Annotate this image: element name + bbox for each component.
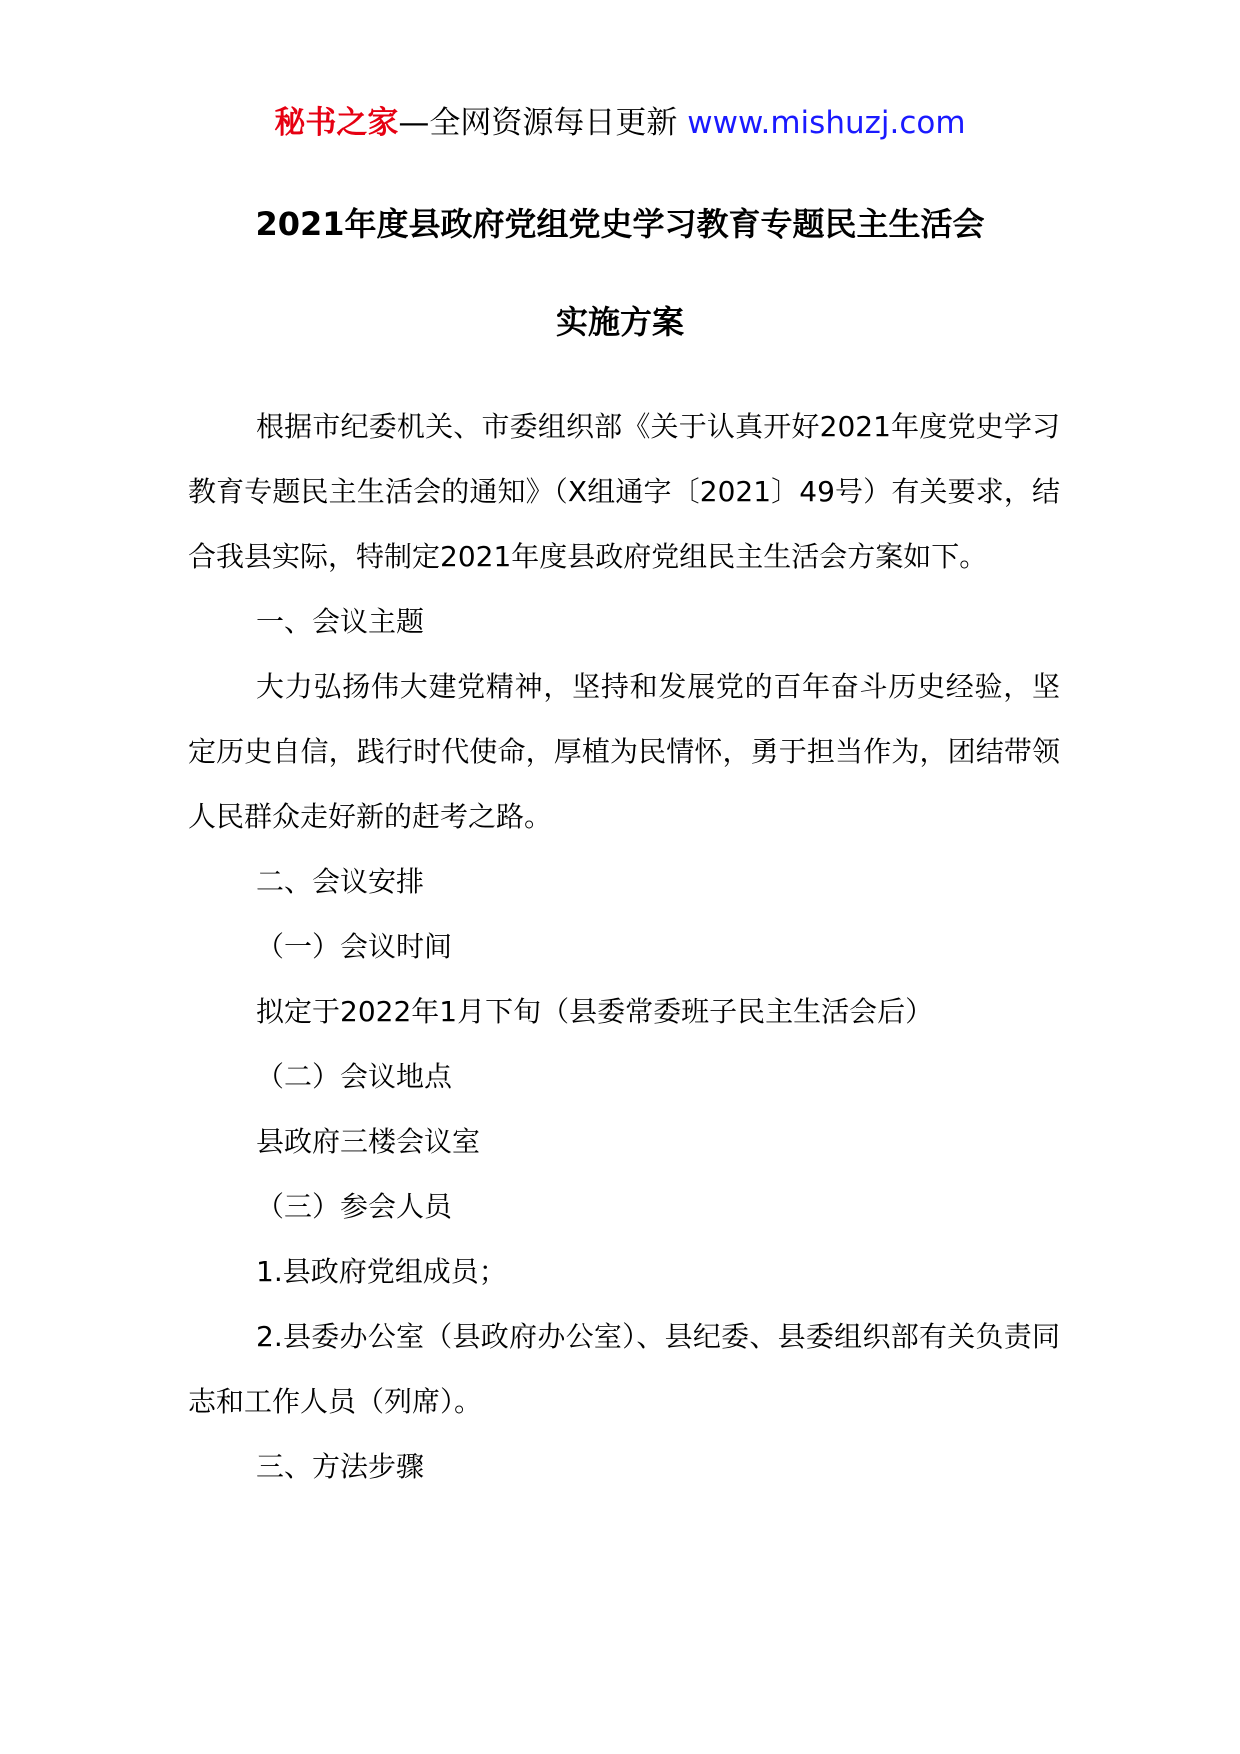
document-title-line-1: 2021年度县政府党组党史学习教育专题民主生活会 [255,205,985,243]
section-heading-theme: 一、会议主题 [256,605,425,638]
attendee-item-2: 2.县委办公室（县政府办公室）、县纪委、县委组织部有关负责同志和工作人员（列席）。 [188,1320,1060,1418]
subheading-meeting-time: （一）会议时间 [256,930,453,963]
intro-paragraph: 根据市纪委机关、市委组织部《关于认真开好2021年度党史学习教育专题民主生活会的通知》（X组通字〔2021〕49号）有关要求，结合我县实际，特制定2021年度县政府党组民主生活会方案如下。 [188,410,1060,573]
site-header [0,103,1240,143]
site-brand: 秘书之家 [274,105,399,141]
document-body [188,394,1060,1499]
document-title-line-2: 实施方案 [555,303,684,341]
theme-paragraph: 大力弘扬伟大建党精神，坚持和发展党的百年奋斗历史经验，坚定历史自信，践行时代使命，厚植为民情怀，勇于担当作为，团结带领人民群众走好新的赶考之路。 [188,670,1060,833]
meeting-time-text: 拟定于2022年1月下旬（县委常委班子民主生活会后） [256,995,934,1028]
site-slogan: —全网资源每日更新 [398,105,688,141]
subheading-meeting-location: （二）会议地点 [256,1060,453,1093]
section-heading-arrangement: 二、会议安排 [256,865,425,898]
section-heading-methods: 三、方法步骤 [256,1450,425,1483]
attendee-item-1: 1.县政府党组成员； [256,1255,507,1288]
subheading-attendees: （三）参会人员 [256,1190,453,1223]
meeting-location-text: 县政府三楼会议室 [256,1125,481,1158]
site-url-link[interactable]: www.mishuzj.com [687,105,966,141]
